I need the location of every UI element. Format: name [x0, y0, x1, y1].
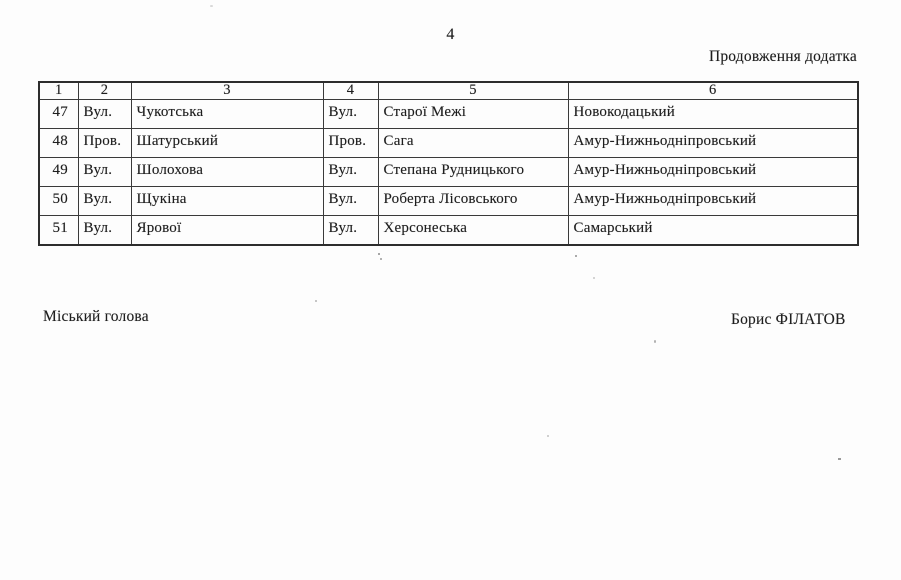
cell-district: Амур-Нижньодніпровський [568, 129, 858, 158]
cell-row-number: 51 [39, 216, 78, 246]
page-number: 4 [446, 26, 455, 43]
scan-speck [547, 435, 549, 437]
signature-name: Борис ФІЛАТОВ [731, 311, 846, 328]
cell-old-street-name: Щукіна [131, 187, 323, 216]
table-header-row [39, 82, 858, 100]
cell-old-street-type: Вул. [78, 100, 131, 129]
cell-district: Новокодацький [568, 100, 858, 129]
cell-old-street-name: Чукотська [131, 100, 323, 129]
cell-old-street-type: Вул. [78, 216, 131, 246]
table-row [39, 129, 858, 158]
cell-new-street-type: Пров. [323, 129, 378, 158]
cell-row-number: 48 [39, 129, 78, 158]
column-header-3: 3 [131, 82, 323, 100]
cell-old-street-type: Вул. [78, 158, 131, 187]
cell-new-street-type: Вул. [323, 216, 378, 246]
scan-speck [654, 340, 656, 343]
signature-title: Міський голова [43, 308, 149, 325]
continuation-note: Продовження додатка [708, 48, 857, 65]
cell-old-street-type: Вул. [78, 187, 131, 216]
scan-speck [210, 5, 213, 7]
cell-district: Амур-Нижньодніпровський [568, 187, 858, 216]
cell-new-street-name: Степана Рудницького [378, 158, 568, 187]
table-row [39, 187, 858, 216]
cell-new-street-type: Вул. [323, 187, 378, 216]
column-header-4: 4 [323, 82, 378, 100]
scan-speck [315, 300, 317, 302]
scan-speck [575, 255, 577, 257]
cell-new-street-name: Херсонеська [378, 216, 568, 246]
cell-old-street-name: Шатурський [131, 129, 323, 158]
cell-new-street-name: Старої Межі [378, 100, 568, 129]
cell-old-street-name: Ярової [131, 216, 323, 246]
street-renaming-table [38, 81, 859, 246]
cell-row-number: 47 [39, 100, 78, 129]
scan-speck [378, 253, 380, 255]
scan-speck [380, 258, 382, 260]
cell-district: Амур-Нижньодніпровський [568, 158, 858, 187]
cell-district: Самарський [568, 216, 858, 246]
cell-old-street-type: Пров. [78, 129, 131, 158]
column-header-1: 1 [39, 82, 78, 100]
scan-speck [838, 458, 841, 460]
table-row [39, 100, 858, 129]
cell-new-street-name: Роберта Лісовського [378, 187, 568, 216]
cell-new-street-name: Сага [378, 129, 568, 158]
table-row [39, 216, 858, 246]
cell-row-number: 49 [39, 158, 78, 187]
cell-new-street-type: Вул. [323, 158, 378, 187]
table-row [39, 158, 858, 187]
column-header-5: 5 [378, 82, 568, 100]
cell-new-street-type: Вул. [323, 100, 378, 129]
column-header-2: 2 [78, 82, 131, 100]
cell-old-street-name: Шолохова [131, 158, 323, 187]
scan-speck [593, 277, 595, 279]
column-header-6: 6 [568, 82, 858, 100]
cell-row-number: 50 [39, 187, 78, 216]
